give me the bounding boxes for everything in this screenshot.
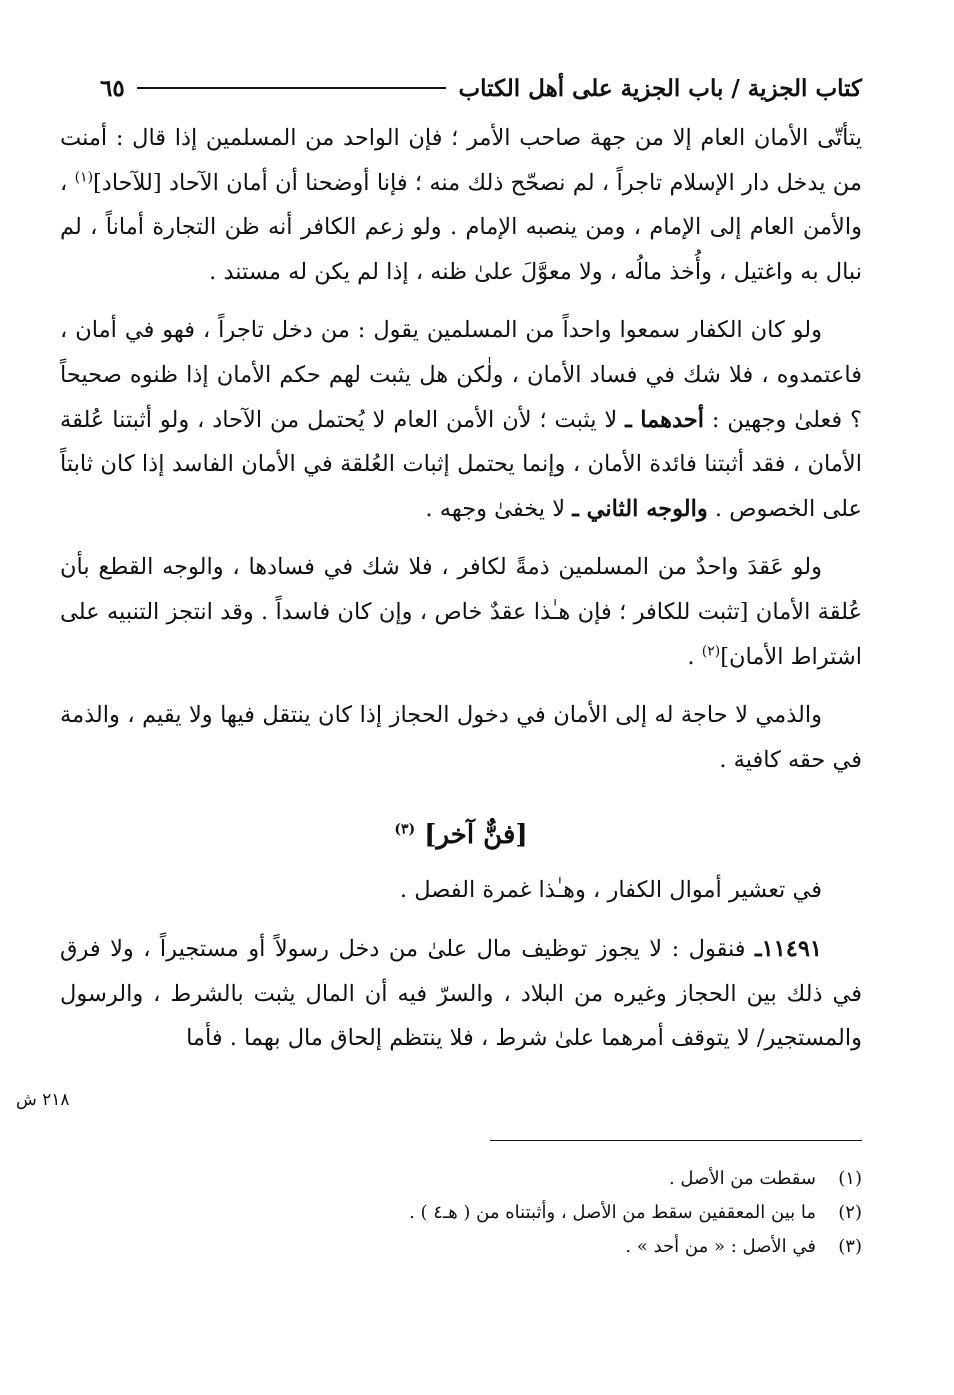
footnote-ref-3[interactable]: (٣) <box>394 821 416 838</box>
footnote <box>102 1196 862 1230</box>
footnote-ref-1[interactable]: (١) <box>74 169 94 186</box>
paragraph-5: في تعشير أموال الكفار ، وهـٰذا غمرة الفصل . <box>399 877 822 904</box>
running-header <box>100 66 862 110</box>
footnote-number: (٣) <box>838 1236 862 1257</box>
footnote <box>102 1162 862 1196</box>
paragraph-number: ١١٤٩١ـ <box>754 935 822 962</box>
footnote-text: في الأصل : « من أحد » . <box>625 1236 816 1257</box>
footnote-text: ما بين المعقفين سقط من الأصل ، وأثبتناه من ( هـ٤ ) . <box>409 1202 816 1223</box>
footnote-separator <box>490 1140 862 1141</box>
footnote-text: سقطت من الأصل . <box>668 1168 816 1189</box>
footnote <box>102 1230 862 1264</box>
paragraph-3: ولو عَقدَ واحدٌ من المسلمين ذمةً لكافر ، فلا شك في فسادها ، والوجه القطع بأن عُلقة الأمان [تثبت للكافر ؛ فإن هـٰذا عقدٌ خاص ، وإن كان فاسداً . وقد انتجز التنبيه على اشتراط الأمان]$^{(٢)}$ . <box>60 554 862 670</box>
footnote-number: (٢) <box>838 1202 862 1223</box>
paragraph-1: يتأتّى الأمان العام إلا من جهة صاحب الأمر ؛ فإن الواحد من المسلمين إذا قال : أمنت من يدخل دار الإسلام تاجراً ، لم نصحّح ذلك منه ؛ فإنا أوضحنا أن أمان الآحاد [للآحاد]$^{(١)}$ ، والأمن العام إلى الإمام ، ومن ينصبه الإمام . ولو زعم الكافر أنه ظن التجارة أماناً ، لم نبال به واغتيل ، وأُخذ مالُه ، ولا معوَّلَ علىٰ ظنه ، إذا لم يكن له مستند . <box>60 125 862 285</box>
margin-folio-note: ٢١٨ ش <box>16 1090 70 1110</box>
running-title: كتاب الجزية / باب الجزية على أهل الكتاب <box>458 74 862 102</box>
paragraph-4: والذمي لا حاجة له إلى الأمان في دخول الحجاز إذا كان ينتقل فيها ولا يقيم ، والذمة في حقه كافية . <box>60 702 862 773</box>
main-text <box>60 116 862 1061</box>
footnote-number: (١) <box>838 1168 862 1189</box>
header-rule <box>137 87 447 89</box>
first-view-label: أحدهما ـ <box>625 406 704 433</box>
second-view-label: والوجه الثاني ـ <box>572 495 708 522</box>
footnotes <box>102 1162 862 1264</box>
page-number: ٦٥ <box>100 74 125 102</box>
paragraph-6: ١١٤٩١ـ فنقول : لا يجوز توظيف مال علىٰ من دخل رسولاً أو مستجيراً ، ولا فرق في ذلك بين الحجاز وغيره من البلاد ، والسرّ فيه أن المال يثبت بالشرط ، والرسول والمستجير/ لا يتوقف أمرهما علىٰ شرط ، فلا ينتظم إلحاق مال بهما . فأما <box>60 935 862 1052</box>
footnote-ref-2[interactable]: (٢) <box>701 643 721 660</box>
section-heading: [فنٌّ آخر] $^{(٣)}$ <box>394 820 528 851</box>
paragraph-2: ولو كان الكفار سمعوا واحداً من المسلمين يقول : من دخل تاجراً ، فهو في أمان ، فاعتمدوه ، فلا شك في فساد الأمان ، ولٰكن هل يثبت لهم حكم الأمان إذا ظنوه صحيحاً ؟ فعلىٰ وجهين : أحدهما ـ لا يثبت ؛ لأن الأمن العام لا يُحتمل من الآحاد ، ولو أثبتنا عُلقة الأمان ، فقد أثبتنا فائدة الأمان ، وإنما يحتمل إثبات العُلقة في الأمان الفاسد إذا كان ثابتاً على الخصوص . والوجه الثاني ـ لا يخفىٰ وجهه . <box>60 317 862 522</box>
